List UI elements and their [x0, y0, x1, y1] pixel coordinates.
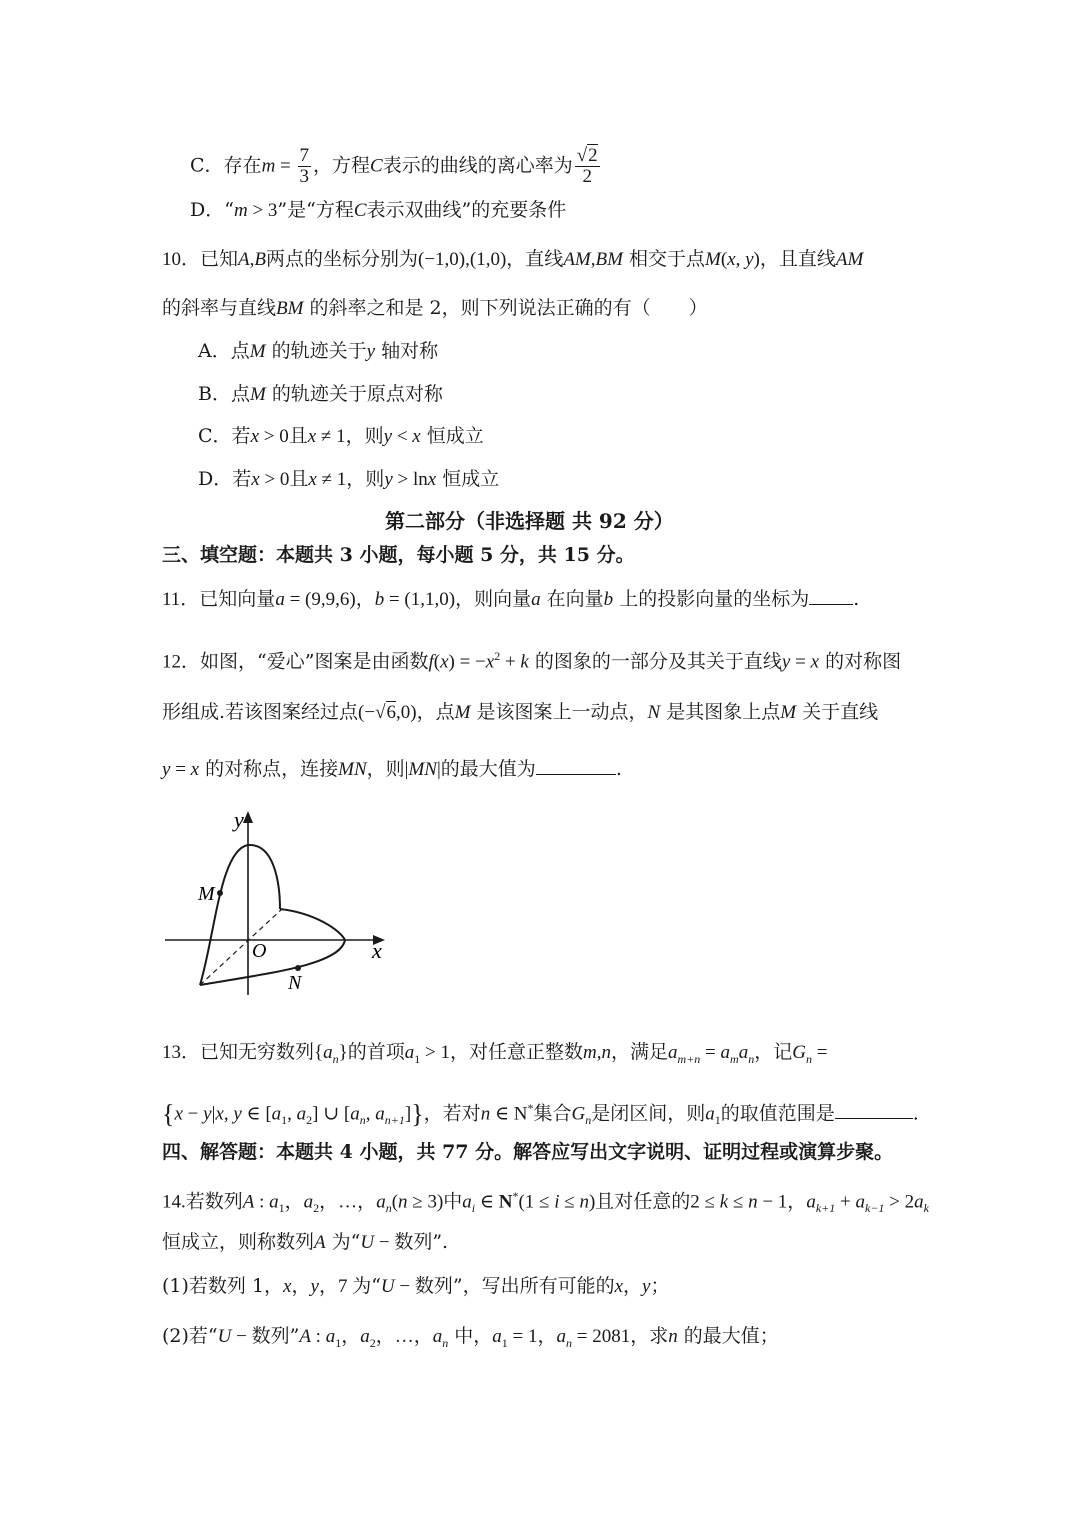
q14-part1: (1)若数列 1，x，y，7 为“U − 数列”，写出所有可能的x，y；: [162, 1275, 670, 1297]
q13-line1: 13．已知无穷数列$\{a_n\}$的首项$a_1 > 1$，对任意正整数m,n，满足$a_{m+n} = a_ma_n$，记$G_n$ =: [162, 1041, 828, 1066]
y-axis-arrow-icon: [243, 811, 253, 823]
q14-line1: 14.若数列A : $a_1$，$a_2$，…，$a_n(n \ge 3)$中$a_i$ ∈ N*(1 ≤ i ≤ n)且对任意的2 ≤ k ≤ n − 1，$a_{k+1} + a_{k-1} > 2a_k$: [162, 1189, 929, 1216]
q12-line2: 形组成.若该图案经过点(−√6,0)，点M 是该图案上一动点，N 是其图象上点M 关于直线: [162, 701, 879, 723]
q9-option-c: C．存在m = $\frac{7}{3}$ ，方程C表示的曲线的离心率为 $\frac{√2}{2}$: [190, 145, 598, 187]
section3-heading: 三、填空题：本题共 3 小题，每小题 5 分，共 15 分。: [162, 544, 635, 566]
q10-option-c: C．若x > 0且x ≠ 1，则y < x 恒成立: [198, 425, 484, 447]
q11: 11．已知向量a = (9,9,6)，b = (1,1,0)，则向量a 在向量b 上的投影向量的坐标为 .: [162, 588, 860, 610]
q14-part2: (2)若“U − 数列”A : $a_1$，$a_2$，…，$a_n$ 中，$a_1 = 1$，$a_n = 2081$，求n 的最大值；: [162, 1325, 779, 1350]
m-label: M: [198, 883, 215, 905]
q10-stem-line1: 10．已知A,B两点的坐标分别为(−1,0),(1,0)，直线AM,BM 相交于点M(x, y)，且直线AM: [162, 248, 864, 270]
part2-title: 第二部分（非选择题 共 92 分）: [385, 509, 674, 533]
parabola-curve: [200, 845, 280, 985]
point-n: [295, 965, 301, 971]
heart-figure: [160, 805, 400, 995]
n-label: N: [288, 972, 302, 994]
section4-heading: 四、解答题：本题共 4 小题，共 77 分。解答应写出文字说明、证明过程或演算步聚。: [162, 1141, 894, 1163]
y-label: y: [234, 807, 244, 832]
q12-line3: y = x 的对称点，连接MN，则|MN|的最大值为 .: [162, 758, 622, 780]
q10-option-b: B．点M 的轨迹关于原点对称: [198, 383, 443, 405]
q10-option-d: D．若x > 0且x ≠ 1，则y > lnx 恒成立: [198, 468, 500, 490]
q10-option-a: A．点M 的轨迹关于y 轴对称: [198, 340, 439, 362]
q9-option-d: D．“m > 3”是“方程C表示双曲线”的充要条件: [190, 199, 567, 221]
q13-line2: {x − y|x, y ∈ [$a_1$, $a_2$] ∪ [$a_n$, $a_{n+1}$]}，若对n ∈ N*集合$G_n$是闭区间，则$a_1$的取值范围是 .: [162, 1099, 919, 1129]
q10-stem-line2: 的斜率与直线BM 的斜率之和是 2，则下列说法正确的有（ ）: [162, 297, 708, 319]
x-label: x: [372, 938, 382, 963]
point-m: [217, 890, 223, 896]
origin-label: O: [252, 940, 267, 962]
q12-line1: 12．如图，“爱心”图案是由函数$f(x) = -x^2 + k$ 的图象的一部分及其关于直线y = x 的对称图: [162, 649, 902, 673]
q14-line2: 恒成立，则称数列A 为“U − 数列”.: [162, 1231, 449, 1253]
reflected-curve: [200, 909, 345, 985]
